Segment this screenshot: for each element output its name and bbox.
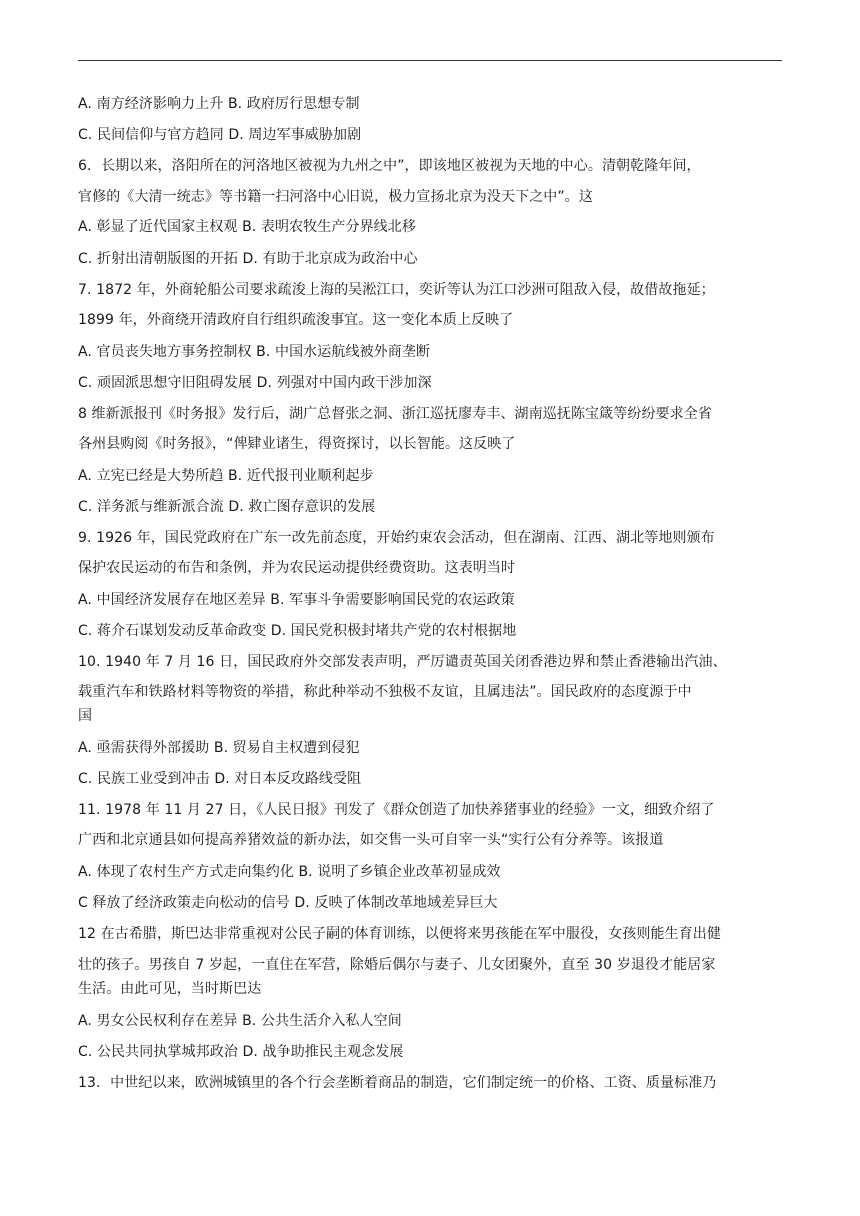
text-line: C. 民间信仰与官方趋同 D. 周边军事威胁加剧 [78, 127, 362, 143]
text-line: 7. 1872 年，外商轮船公司要求疏浚上海的吴淞江口，奕䜣等认为江口沙洲可阻敌入侵，故借故拖延； [78, 282, 715, 298]
text-line: C. 洋务派与维新派合流 D. 救亡图存意识的发展 [78, 499, 376, 515]
text-line: A. 彰显了近代国家主权观 B. 表明农牧生产分界线北移 [78, 219, 416, 235]
text-line: A. 男女公民权利存在差异 B. 公共生活介入私人空间 [78, 1013, 402, 1029]
text-line: 载重汽车和铁路材料等物资的举措，称此种举动不独极不友谊，且属违法”。国民政府的态度源于中 [78, 684, 692, 700]
text-line: C. 公民共同执掌城邦政治 D. 战争助推民主观念发展 [78, 1044, 404, 1060]
text-line: C 释放了经济政策走向松动的信号 D. 反映了体制改革地域差异巨大 [78, 895, 498, 911]
text-line: 10. 1940 年 7 月 16 日，国民政府外交部发表声明，严厉谴责英国关闭香港边界和禁止香港输出汽油、 [78, 654, 727, 670]
text-line: 8 维新派报刊《时务报》发行后，湖广总督张之洞、浙江巡抚廖寿丰、湖南巡抚陈宝箴等纷纷要求全省 [78, 406, 712, 422]
text-line: A. 官员丧失地方事务控制权 B. 中国水运航线被外商垄断 [78, 344, 431, 360]
text-line: 国 [78, 708, 93, 724]
text-line: 官修的《大清一统志》等书籍一扫河洛中心旧说，极力宣扬北京为没天下之中”。这 [78, 189, 593, 205]
text-line: 13．中世纪以来，欧洲城镇里的各个行会垄断着商品的制造，它们制定统一的价格、工资、质量标准乃 [78, 1075, 717, 1091]
text-line: C. 顽固派思想守旧阻碍发展 D. 列强对中国内政干涉加深 [78, 375, 432, 391]
text-line: 各州县购阅《时务报》，“俾肄业诸生，得资探讨，以长智能。这反映了 [78, 436, 516, 452]
text-line: A. 亟需获得外部援助 B. 贸易自主权遭到侵犯 [78, 740, 360, 756]
text-line: 壮的孩子。男孩自 7 岁起，一直住在军营，除婚后偶尔与妻子、儿女团聚外，直至 30 岁退役才能居家 [78, 957, 716, 973]
text-line: 广西和北京通县如何提高养猪效益的新办法，如交售一头可自宰一头“实行公有分养等。该报道 [78, 832, 664, 848]
text-line: 9. 1926 年，国民党政府在广东一改先前态度，开始约束农会活动，但在湖南、江西、湖北等地则颁布 [78, 530, 715, 546]
header-rule [78, 60, 782, 61]
text-line: 6．长期以来，洛阳所在的河洛地区被视为九州之中”，即该地区被视为天地的中心。清朝乾隆年间， [78, 158, 701, 174]
text-line: C. 折射出清朝版图的开拓 D. 有助于北京成为政治中心 [78, 251, 418, 267]
text-line: A. 南方经济影响力上升 B. 政府厉行思想专制 [78, 96, 360, 112]
text-line: A. 体现了农村生产方式走向集约化 B. 说明了乡镇企业改革初显成效 [78, 864, 501, 880]
text-line: 1899 年，外商绕开清政府自行组织疏浚事宜。这一变化本质上反映了 [78, 312, 514, 328]
text-line: A. 中国经济发展存在地区差异 B. 军事斗争需要影响国民党的农运政策 [78, 592, 515, 608]
text-line: A. 立宪已经是大势所趋 B. 近代报刊业顺利起步 [78, 468, 374, 484]
text-line: 保护农民运动的布告和条例，并为农民运动提供经费资助。这表明当时 [78, 560, 516, 576]
text-line: 生活。由此可见，当时斯巴达 [78, 981, 262, 997]
text-line: 12 在古希腊，斯巴达非常重视对公民子嗣的体育训练，以便将来男孩能在军中服役，女孩则能生育出健 [78, 926, 721, 942]
text-line: C. 民族工业受到冲击 D. 对日本反攻路线受阻 [78, 771, 362, 787]
text-line: 11. 1978 年 11 月 27 日，《人民日报》刊发了《群众创造了加快养猪事业的经验》一文，细致介绍了 [78, 802, 715, 818]
text-line: C. 蒋介石谋划发动反革命政变 D. 国民党积极封堵共产党的农村根据地 [78, 623, 517, 639]
